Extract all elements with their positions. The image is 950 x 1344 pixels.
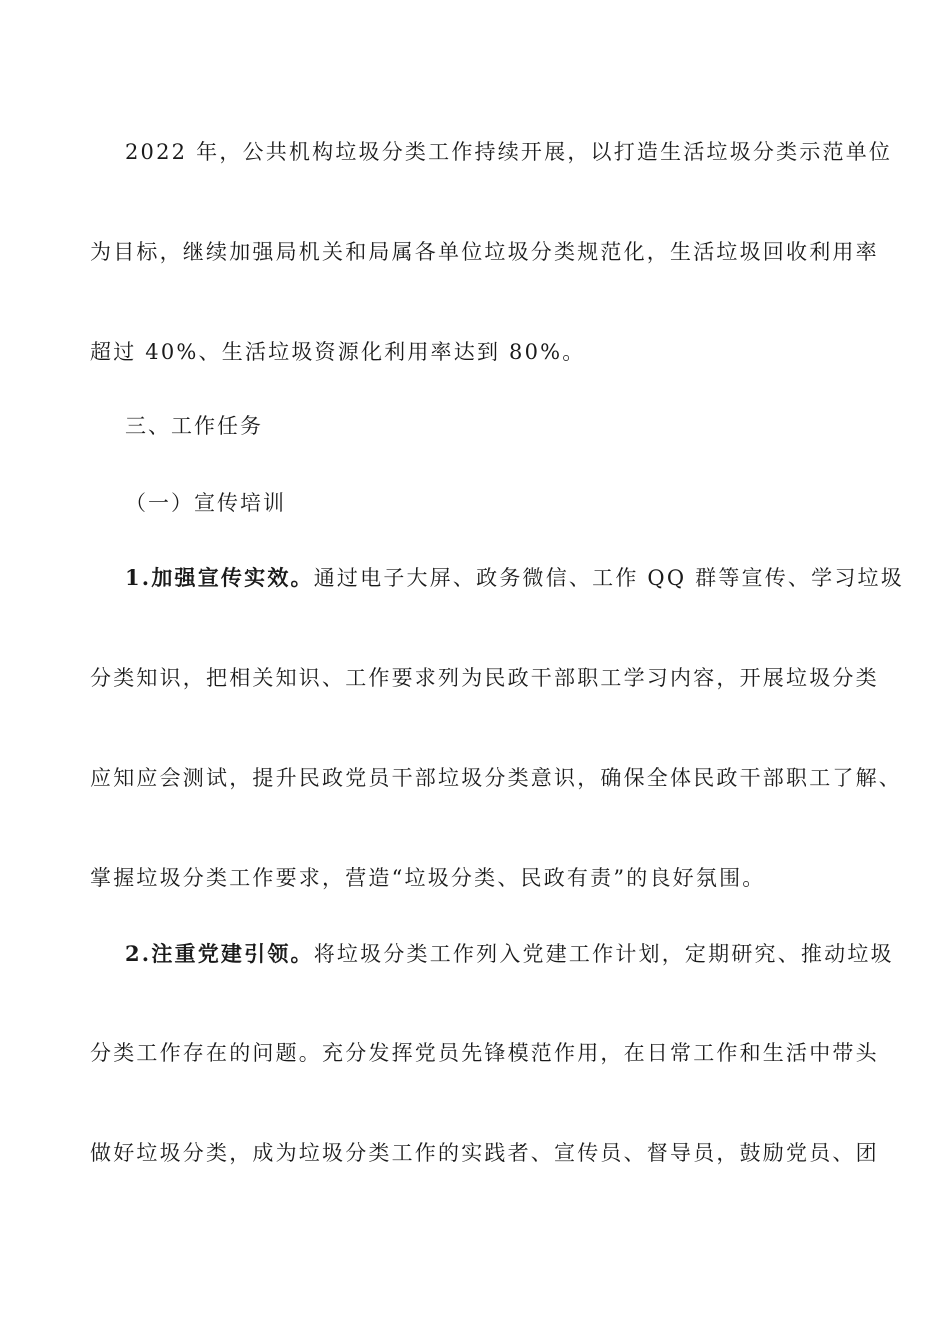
item2-first-line — [125, 939, 915, 969]
paragraph-line-1: 2022 年，公共机构垃圾分类工作持续开展，以打造生活垃圾分类示范单位 — [125, 140, 893, 164]
item1-line-3: 应知应会测试，提升民政党员干部垃圾分类意识，确保全体民政干部职工了解、 — [90, 766, 902, 790]
subsection-heading: （一）宣传培训 — [125, 491, 286, 515]
item1-lead: 1.加强宣传实效。 — [125, 565, 314, 590]
item1-line-4: 掌握垃圾分类工作要求，营造“垃圾分类、民政有责”的良好氛围。 — [90, 866, 766, 890]
paragraph-line-3: 超过 40%、生活垃圾资源化利用率达到 80%。 — [90, 340, 586, 364]
item2-line-2: 分类工作存在的问题。充分发挥党员先锋模范作用，在日常工作和生活中带头 — [90, 1041, 879, 1065]
item1-first-line — [125, 563, 915, 593]
item2-lead: 2.注重党建引领。 — [125, 941, 314, 966]
item1-line-2: 分类知识，把相关知识、工作要求列为民政干部职工学习内容，开展垃圾分类 — [90, 666, 879, 690]
item2-first-line-text: 将垃圾分类工作列入党建工作计划，定期研究、推动垃圾 — [313, 942, 894, 966]
paragraph-line-2: 为目标，继续加强局机关和局属各单位垃圾分类规范化，生活垃圾回收利用率 — [90, 240, 879, 264]
item2-line-3: 做好垃圾分类，成为垃圾分类工作的实践者、宣传员、督导员，鼓励党员、团 — [90, 1141, 879, 1165]
item1-first-line-text: 通过电子大屏、政务微信、工作 QQ 群等宣传、学习垃圾 — [313, 566, 904, 590]
section-heading: 三、工作任务 — [125, 414, 263, 438]
